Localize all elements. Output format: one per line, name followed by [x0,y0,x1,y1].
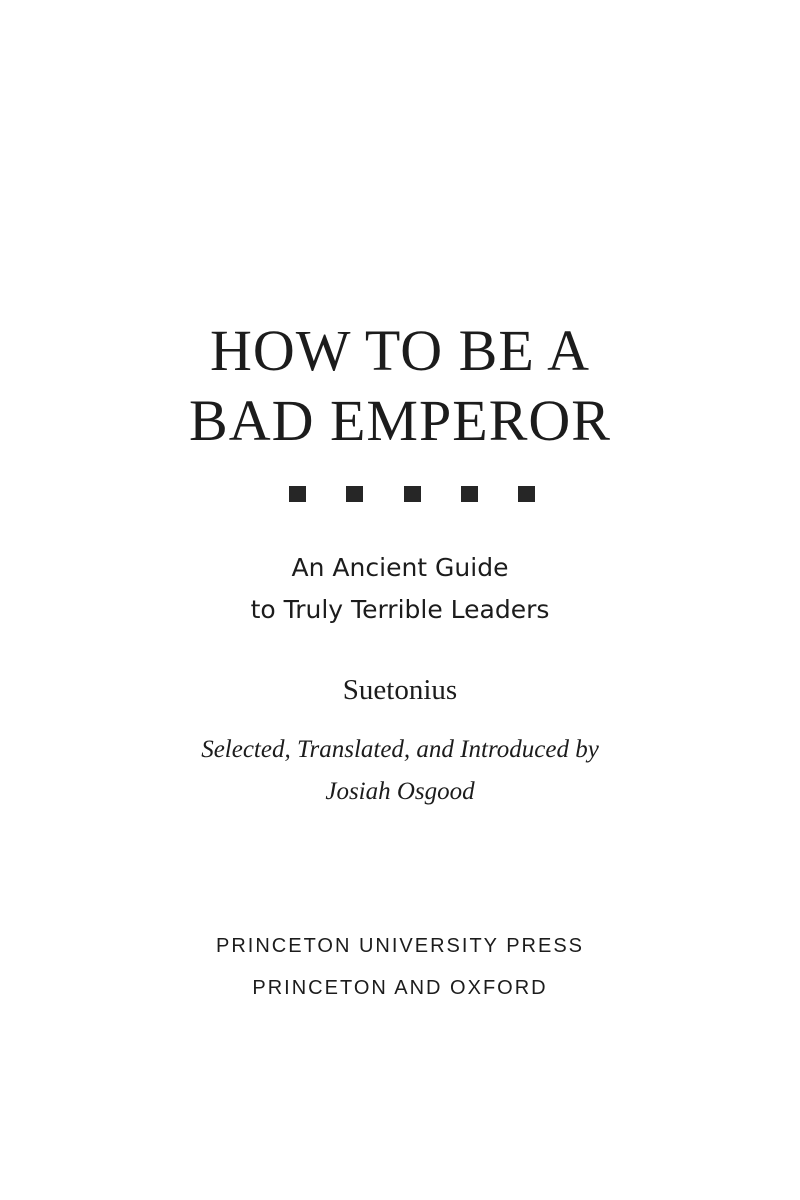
publisher-location: PRINCETON AND OXFORD [252,977,548,999]
translator-credit: Selected, Translated, and Introduced by [201,736,599,763]
ornament-square-icon [518,486,535,502]
ornament-square-icon [404,486,421,502]
book-title-line-2: BAD EMPEROR [189,388,611,453]
ornament-square-icon [289,486,306,502]
ornament-square-icon [346,486,363,502]
author-name: Suetonius [342,674,458,706]
square-ornament-divider [289,486,535,502]
publisher-name: PRINCETON UNIVERSITY PRESS [216,935,584,957]
book-subtitle-line-2: to Truly Terrible Leaders [250,595,550,624]
book-title-line-1: HOW TO BE A [210,318,590,383]
ornament-square-icon [461,486,478,502]
translator-name: Josiah Osgood [325,778,475,805]
book-subtitle-line-1: An Ancient Guide [291,553,509,582]
